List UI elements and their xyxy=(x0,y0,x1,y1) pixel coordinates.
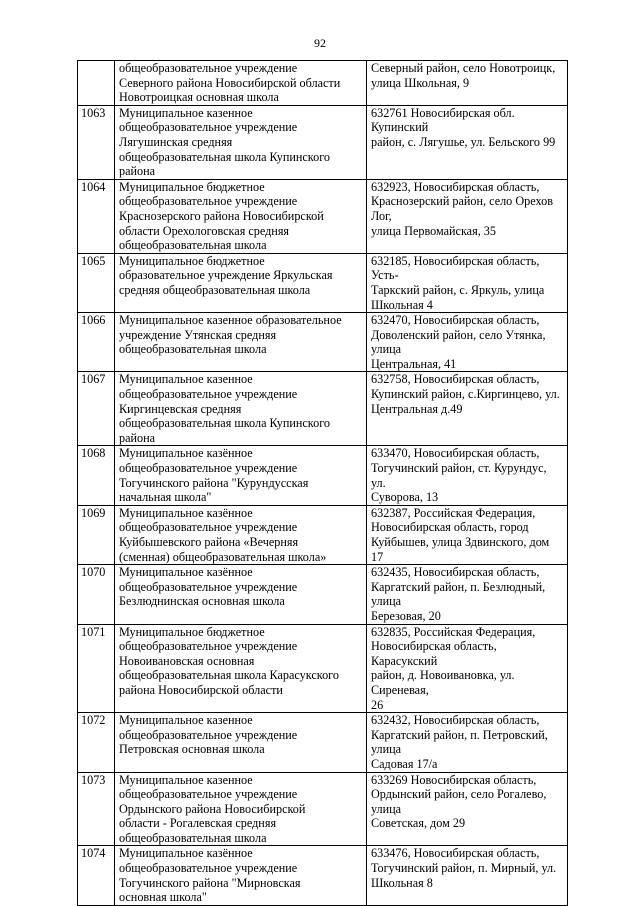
institution-address: 633470, Новосибирская область, Тогучинский район, ст. Курундус, ул. Суворова, 13 xyxy=(367,446,568,505)
institution-name: Муниципальное казенное образовательное учреждение Утянская средняя общеобразовательная школа xyxy=(115,313,367,372)
institution-address: 632435, Новосибирская область, Каргатский район, п. Безлюдный, улица Березовая, 20 xyxy=(367,565,568,624)
institution-address: 632923, Новосибирская область, Краснозерский район, село Орехов Лог, улица Первомайская, 35 xyxy=(367,179,568,253)
page-number: 92 xyxy=(314,36,326,50)
institution-name: Муниципальное казённое общеобразовательное учреждение Тогучинского района "Курундусская начальная школа" xyxy=(115,446,367,505)
table-row xyxy=(78,846,568,905)
institution-name: Муниципальное бюджетное общеобразовательное учреждение Краснозерского района Новосибирской области Орехологовская средняя общеобразовательная школа xyxy=(115,179,367,253)
institution-name: Муниципальное казенное общеобразовательное учреждение Ордынского района Новосибирской области - Рогалевская средняя общеобразовательная школа xyxy=(115,772,367,846)
row-number: 1072 xyxy=(78,713,115,772)
table-row xyxy=(78,372,568,446)
institution-name: Муниципальное казенное общеобразовательное учреждение Петровская основная школа xyxy=(115,713,367,772)
table-row xyxy=(78,713,568,772)
table-row xyxy=(78,105,568,179)
table-body xyxy=(78,61,568,906)
institution-address: 633269 Новосибирская область, Ордынский район, село Рогалево, улица Советская, дом 29 xyxy=(367,772,568,846)
table-row xyxy=(78,313,568,372)
table-row xyxy=(78,772,568,846)
table-row xyxy=(78,624,568,713)
table-row xyxy=(78,179,568,253)
row-number: 1067 xyxy=(78,372,115,446)
institution-address: 632387, Российская Федерация, Новосибирская область, город Куйбышев, улица Здвинского, дом 17 xyxy=(367,505,568,564)
institution-name: Муниципальное казённое общеобразовательное учреждение Тогучинского района "Мирновская основная школа" xyxy=(115,846,367,905)
institution-address: Северный район, село Новотроицк, улица Школьная, 9 xyxy=(367,61,568,106)
row-number xyxy=(78,61,115,106)
institution-name: Муниципальное казённое общеобразовательное учреждение Безлюднинская основная школа xyxy=(115,565,367,624)
institution-address: 633476, Новосибирская область, Тогучинский район, п. Мирный, ул. Школьная 8 xyxy=(367,846,568,905)
institution-name: Муниципальное бюджетное образовательное учреждение Яркульская средняя общеобразовательная школа xyxy=(115,253,367,312)
institution-address: 632432, Новосибирская область, Каргатский район, п. Петровский, улица Садовая 17/а xyxy=(367,713,568,772)
institution-name: общеобразовательное учреждение Северного района Новосибирской области Новотроицкая основная школа xyxy=(115,61,367,106)
institutions-table xyxy=(77,60,568,906)
institution-name: Муниципальное казенное общеобразовательное учреждение Лягушинская средняя общеобразовательная школа Купинского района xyxy=(115,105,367,179)
row-number: 1074 xyxy=(78,846,115,905)
table-row xyxy=(78,505,568,564)
institution-address: 632835, Российская Федерация, Новосибирская область, Карасукский район, д. Новоивановка, ул. Сиреневая, 26 xyxy=(367,624,568,713)
institution-address: 632758, Новосибирская область, Купинский район, с.Киргинцево, ул. Центральная д.49 xyxy=(367,372,568,446)
institution-name: Муниципальное казенное общеобразовательное учреждение Киргинцевская средняя общеобразовательная школа Купинского района xyxy=(115,372,367,446)
row-number: 1066 xyxy=(78,313,115,372)
row-number: 1063 xyxy=(78,105,115,179)
institution-address: 632470, Новосибирская область, Доволенский район, село Утянка, улица Центральная, 41 xyxy=(367,313,568,372)
institution-name: Муниципальное бюджетное общеобразовательное учреждение Новоивановская основная общеобразовательная школа Карасукского района Новосибирской области xyxy=(115,624,367,713)
row-number: 1069 xyxy=(78,505,115,564)
row-number: 1070 xyxy=(78,565,115,624)
row-number: 1071 xyxy=(78,624,115,713)
table-row xyxy=(78,446,568,505)
institution-name: Муниципальное казённое общеобразовательное учреждение Куйбышевского района «Вечерняя (сменная) общеобразовательная школа» xyxy=(115,505,367,564)
row-number: 1064 xyxy=(78,179,115,253)
row-number: 1068 xyxy=(78,446,115,505)
institution-address: 632761 Новосибирская обл. Купинский район, с. Лягушье, ул. Бельского 99 xyxy=(367,105,568,179)
row-number: 1065 xyxy=(78,253,115,312)
institution-address: 632185, Новосибирская область, Усть- Таркский район, с. Яркуль, улица Школьная 4 xyxy=(367,253,568,312)
row-number: 1073 xyxy=(78,772,115,846)
table-row xyxy=(78,61,568,106)
table-row xyxy=(78,565,568,624)
table-row xyxy=(78,253,568,312)
